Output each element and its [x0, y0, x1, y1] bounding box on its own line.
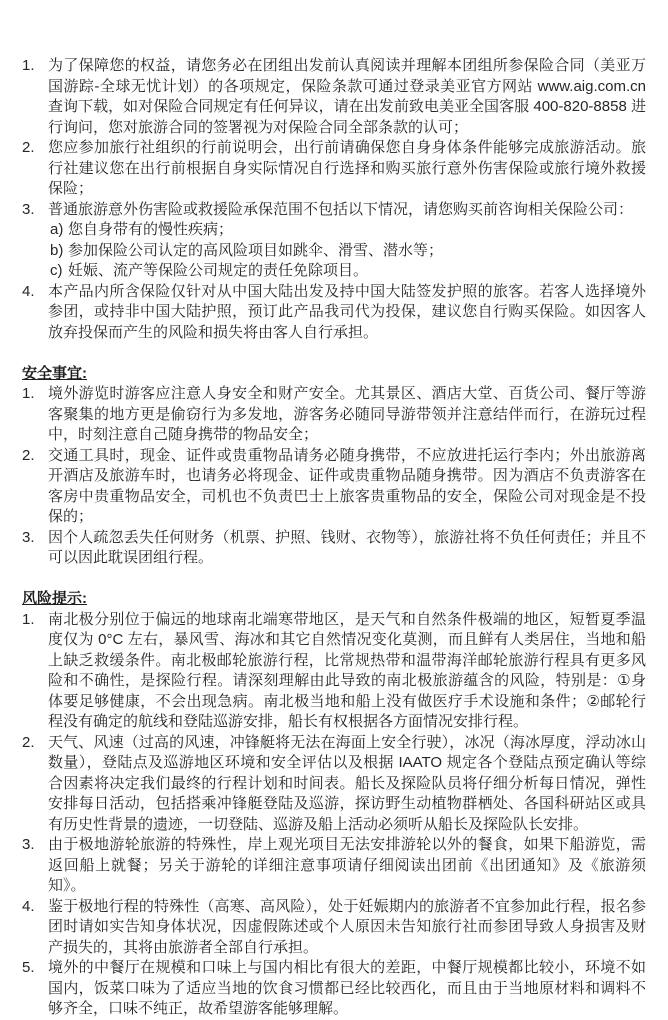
sub-item-label: a)	[50, 221, 64, 238]
list-item-body	[48, 897, 646, 959]
list-item	[22, 733, 646, 836]
list-item-text: 您应参加旅行社组织的行前说明会，出行前请确保您自身身体条件能够完成旅游活动。旅行社建议您在出行前根据自身实际情况自行选择和购买旅行意外伤害保险或旅行境外救援保险；	[48, 139, 646, 197]
sub-item-label: b)	[50, 241, 64, 259]
list-item-number: 2.	[22, 446, 35, 464]
sub-list-item	[50, 220, 646, 241]
list-item-number: 1.	[22, 385, 35, 402]
list-item-body	[48, 282, 646, 344]
list-item-body	[48, 56, 646, 138]
list-item	[22, 56, 646, 138]
list-item-number: 3.	[22, 836, 35, 853]
sub-list-item	[50, 241, 646, 262]
section-header: 风险提示:	[22, 590, 87, 607]
list-item-text: 天气、风速（过高的风速，冲锋艇将无法在海面上安全行驶），冰况（海冰厚度，浮动冰山数量），登陆点及巡游地区环境和安全评估以及根据 IAATO 规定各个登陆点预定确认等综合因素将决定我们最终的行程计划和时间表。船长及探险队员将仔细分析每日情况，弹性安排每日活动，包括搭乘冲锋艇登陆及巡游，探访野生动植物群栖处、各国科研站区或具有历史性背景的遗迹，一切登陆、巡游及船上活动必须听从船长及探险队长安排。	[48, 733, 646, 833]
list-item	[22, 528, 646, 569]
list-item-number: 2.	[22, 139, 35, 156]
section-safety-matters	[22, 364, 646, 569]
section-risk-notice	[22, 589, 646, 1020]
list-item-body	[48, 384, 646, 446]
sub-item-text: 参加保险公司认定的高风险项目如跳伞、滑雪、潜水等；	[68, 241, 444, 259]
list-item-number: 4.	[22, 282, 35, 300]
list-item	[22, 282, 646, 344]
list-item-body	[48, 835, 646, 897]
list-item	[22, 384, 646, 446]
list-item-number: 4.	[22, 897, 35, 915]
list-item	[22, 610, 646, 733]
list-item-text: 境外的中餐厅在规模和口味上与国内相比有很大的差距，中餐厅规模都比较小，环境不如国内，饭菜口味为了适应当地的饮食习惯都已经比较西化，而且由于当地原材料和调料不够齐全，口味不纯正，故希望游客能够理解。	[48, 959, 646, 1017]
list-item-text: 因个人疏忽丢失任何财务（机票、护照、钱财、衣物等），旅游社将不负任何责任；并且不可以因此耽误团组行程。	[48, 528, 646, 566]
list-item-body	[48, 958, 646, 1020]
list-item-body	[48, 610, 646, 733]
list-item-body	[48, 733, 646, 836]
list-item	[22, 200, 646, 282]
sub-item-label: c)	[50, 262, 63, 279]
list-item-number: 3.	[22, 528, 35, 546]
list-item-body	[48, 138, 646, 200]
list-item	[22, 835, 646, 897]
sub-list-item	[50, 261, 646, 282]
list-item-text: 普通旅游意外伤害险或救援险承保范围不包括以下情况，请您购买前咨询相关保险公司：	[48, 200, 634, 218]
sub-list	[50, 220, 646, 282]
list-item-text: 本产品内所含保险仅针对从中国大陆出发及持中国大陆签发护照的旅客。若客人选择境外参团，或持非中国大陆护照，预订此产品我司代为投保，建议您自行购买保险。如因客人放弃投保而产生的风险和损失将由客人自行承担。	[48, 282, 646, 341]
list-item	[22, 958, 646, 1020]
list-item	[22, 446, 646, 528]
list-item	[22, 138, 646, 200]
list-item-number: 2.	[22, 733, 35, 751]
list-item-body	[48, 528, 646, 569]
list-item-number: 5.	[22, 959, 35, 976]
list-item-text: 南北极分别位于偏远的地球南北端寒带地区，是天气和自然条件极端的地区，短暂夏季温度仅为 0°C 左右，暴风雪、海冰和其它自然情况变化莫测，而且鲜有人类居住，当地和船上缺乏救缓条件。南北极邮轮旅游行程，比常规热带和温带海洋邮轮旅游行程具有更多风险和不确性，是探险行程。请深刻理解由此导致的南北极旅游蕴含的风险，特别是：①身体要足够健康，不会出现急病。南北极当地和船上没有做医疗手术设施和条件；②邮轮行程没有确定的航线和登陆巡游安排，船长有权根据各方面情况安排行程。	[48, 610, 646, 730]
list-item-number: 1.	[22, 57, 35, 74]
sub-item-text: 妊娠、流产等保险公司规定的责任免除项目。	[68, 262, 369, 279]
list-item-number: 3.	[22, 200, 35, 218]
list-item-text: 境外游览时游客应注意人身安全和财产安全。尤其景区、酒店大堂、百货公司、餐厅等游客聚集的地方更是偷窃行为多发地，游客务必随同导游带领并注意结伴而行，在游玩过程中，时刻注意自己随身携带的物品安全；	[48, 385, 646, 443]
section-insurance-notes	[22, 56, 646, 343]
list-item-text: 交通工具时，现金、证件或贵重物品请务必随身携带，不应放进托运行李内；外出旅游离开酒店及旅游车时，也请务必将现金、证件或贵重物品随身携带。因为酒店不负责游客在客房中贵重物品安全，司机也不负责巴士上旅客贵重物品的安全，保险公司对现金是不投保的；	[48, 446, 646, 525]
section-header: 安全事宜:	[22, 364, 87, 382]
list-item-text: 由于极地游轮旅游的特殊性，岸上观光项目无法安排游轮以外的餐食，如果下船游览，需返回船上就餐；另关于游轮的详细注意事项请仔细阅读出团前《出团通知》及《旅游须知》。	[48, 836, 646, 894]
list-item-text: 鉴于极地行程的特殊性（高寒、高风险），处于妊娠期内的旅游者不宜参加此行程，报名参团时请如实告知身体状况，因虚假陈述或个人原因未告知旅行社而参团导致人身损害及财产损失的，其将由旅游者全部自行承担。	[48, 897, 646, 956]
list-item-text: 为了保障您的权益，请您务必在团组出发前认真阅读并理解本团组所参保险合同（美亚万国游踪-全球无忧计划）的各项规定，保险条款可通过登录美亚官方网站 www.aig.com.cn 查询下载，如对保险合同规定有任何异议，请在出发前致电美亚全国客服 400-820-8858 进行询问，您对旅游合同的签署视为对保险合同全部条款的认可；	[48, 57, 646, 136]
sub-item-text: 您自身带有的慢性疾病；	[68, 221, 234, 238]
list-item	[22, 897, 646, 959]
list-item-body	[48, 446, 646, 528]
list-item-body	[48, 200, 646, 282]
list-item-number: 1.	[22, 610, 35, 628]
